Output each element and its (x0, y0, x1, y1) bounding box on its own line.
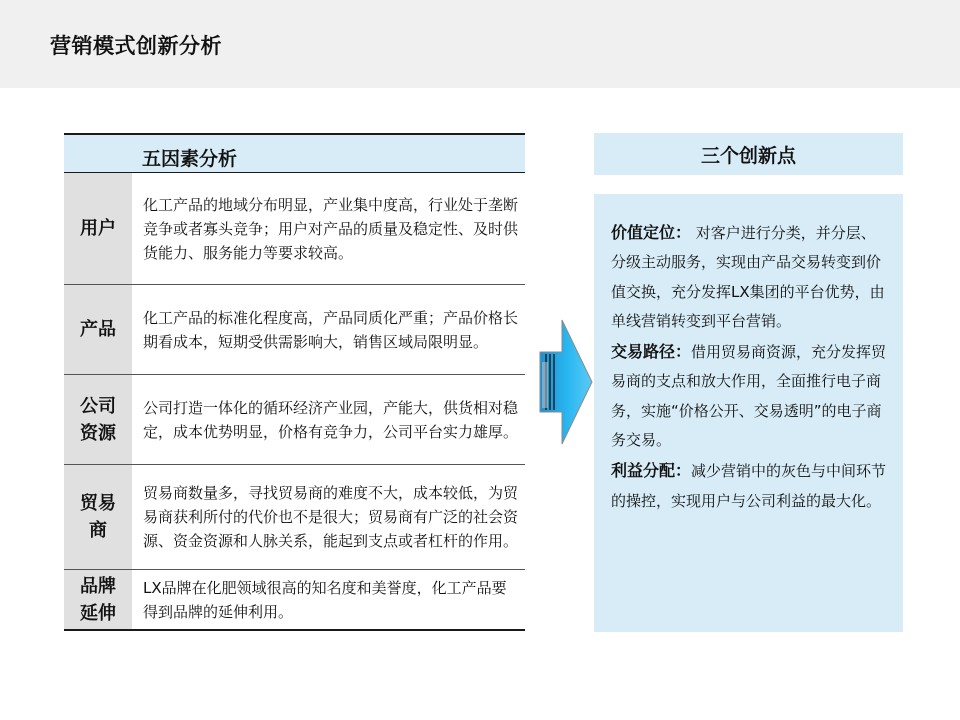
table-row (64, 465, 525, 570)
right-arrow-icon (538, 318, 594, 446)
row-text-user: 化工产品的地域分布明显，产业集中度高，行业处于垄断竞争或者寡头竞争；用户对产品的质量及稳定性、及时供货能力、服务能力等要求较高。 (143, 195, 519, 262)
table-row (64, 375, 525, 465)
row-label-brand-extension: 品牌 延伸 (64, 570, 132, 629)
table-header-label: 五因素分析 (142, 148, 238, 170)
innovation-item-benefit-distribution (611, 456, 889, 516)
innovation-key: 价值定位： (611, 223, 692, 242)
innovation-item-value-positioning (611, 218, 889, 336)
row-text-brand-extension: LX品牌在化肥领域很高的知名度和美誉度，化工产品要得到品牌的延伸利用。 (143, 578, 507, 621)
table-header (64, 133, 525, 173)
table-row (64, 570, 525, 631)
innovation-panel (594, 194, 903, 632)
innovation-text: 减少营销中的灰色与中间环节的操控，实现用户与公司利益的最大化。 (611, 462, 887, 510)
page-title: 营销模式创新分析 (50, 34, 222, 58)
row-label-traders: 贸易 商 (64, 465, 132, 569)
innovation-key: 交易路径： (611, 342, 692, 362)
table-row (64, 173, 525, 285)
innovation-header: 三个创新点 (594, 133, 903, 175)
innovation-text: 对客户进行分类，并分层、分级主动服务，实现由产品交易转变到价值交换，充分发挥LX集团的平台优势，由单线营销转变到平台营销。 (611, 224, 885, 330)
innovation-key: 利益分配： (611, 461, 692, 481)
row-label-company-resources: 公司 资源 (64, 375, 132, 464)
table-row (64, 285, 525, 375)
row-label-user: 用户 (64, 173, 132, 284)
row-text-traders: 贸易商数量多，寻找贸易商的难度不大，成本较低，为贸易商获利所付的代价也不是很大；贸易商有广泛的社会资源、资金资源和人脉关系，能起到支点或者杠杆的作用。 (143, 484, 519, 550)
row-text-product: 化工产品的标准化程度高，产品同质化严重；产品价格长期看成本，短期受供需影响大，销售区域局限明显。 (143, 308, 519, 351)
five-factor-table (64, 133, 525, 631)
row-label-product: 产品 (64, 285, 132, 374)
innovation-item-transaction-path (611, 337, 889, 455)
innovation-text: 借用贸易商资源，充分发挥贸易商的支点和放大作用，全面推行电子商务，实施“价格公开、交易透明”的电子商务交易。 (611, 343, 887, 450)
row-text-company-resources: 公司打造一体化的循环经济产业园，产能大，供货相对稳定，成本优势明显，价格有竞争力，公司平台实力雄厚。 (143, 398, 519, 441)
